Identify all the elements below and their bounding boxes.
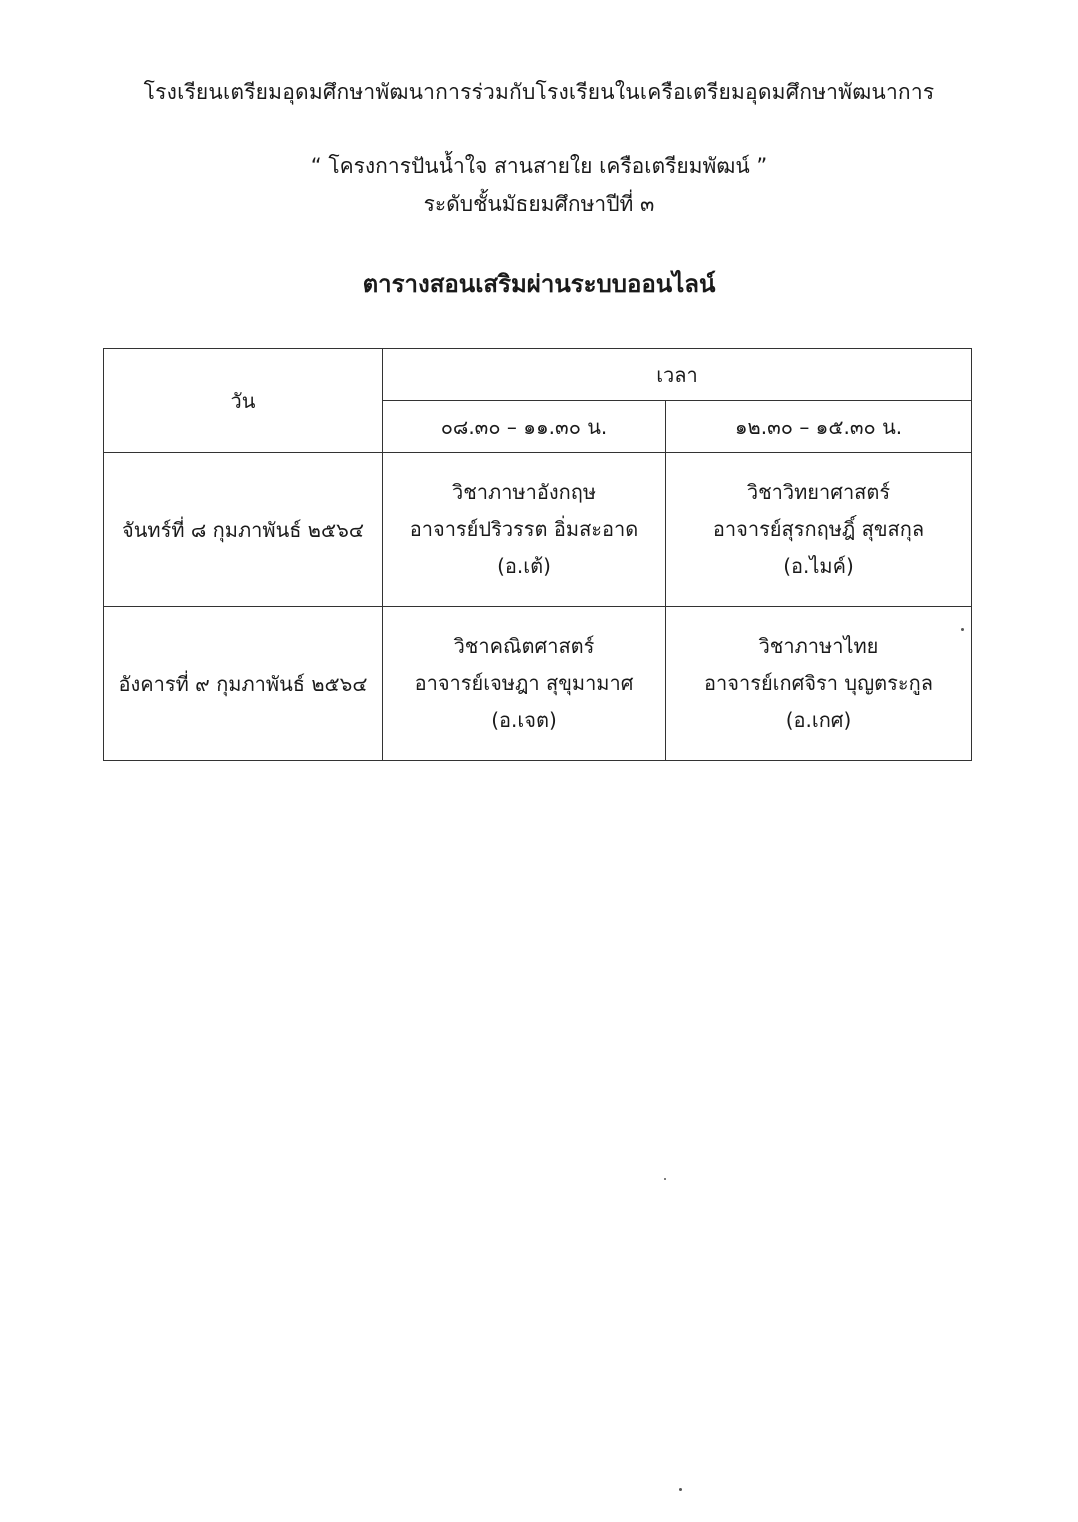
session-cell [383, 453, 666, 607]
day-column-header: วัน [104, 349, 383, 453]
subject-label: วิชาภาษาไทย [758, 634, 879, 658]
teacher-nickname: (อ.เกศ) [785, 708, 852, 732]
table-header-row [104, 349, 972, 401]
afternoon-slot-header: ๑๒.๓๐ – ๑๕.๓๐ น. [666, 401, 972, 453]
day-cell: จันทร์ที่ ๘ กุมภาพันธ์ ๒๕๖๔ [104, 453, 383, 607]
teacher-nickname: (อ.เต้) [497, 554, 551, 578]
scan-speck [679, 1488, 682, 1491]
grade-level-heading: ระดับชั้นมัธยมศึกษาปีที่ ๓ [423, 192, 655, 216]
subject-label: วิชาภาษาอังกฤษ [451, 480, 597, 504]
scan-speck [664, 1178, 666, 1180]
session-cell [666, 607, 972, 761]
day-cell: อังคารที่ ๙ กุมภาพันธ์ ๒๕๖๔ [104, 607, 383, 761]
scan-speck [961, 628, 964, 631]
schedule-table [103, 348, 972, 761]
session-cell [383, 607, 666, 761]
teacher-name: อาจารย์เจษฎา สุขุมามาศ [414, 671, 634, 695]
teacher-name: อาจารย์สุรกฤษฎิ์ สุขสกุล [712, 517, 925, 541]
time-column-header: เวลา [383, 349, 972, 401]
morning-slot-header: ๐๘.๓๐ – ๑๑.๓๐ น. [383, 401, 666, 453]
subject-label: วิชาคณิตศาสตร์ [453, 634, 595, 658]
schedule-title: ตารางสอนเสริมผ่านระบบออนไลน์ [362, 270, 716, 298]
organization-heading: โรงเรียนเตรียมอุดมศึกษาพัฒนาการร่วมกับโรงเรียนในเครือเตรียมอุดมศึกษาพัฒนาการ [143, 80, 935, 104]
table-row [104, 453, 972, 607]
subject-label: วิชาวิทยาศาสตร์ [746, 480, 891, 504]
teacher-nickname: (อ.เจต) [491, 708, 557, 732]
teacher-name: อาจารย์ปริวรรต อิ่มสะอาด [409, 517, 639, 541]
teacher-nickname: (อ.ไมค์) [783, 554, 854, 578]
project-heading: “ โครงการปันน้ำใจ สานสายใย เครือเตรียมพัฒน์ ” [310, 154, 768, 178]
session-cell [666, 453, 972, 607]
table-row [104, 607, 972, 761]
teacher-name: อาจารย์เกศจิรา บุญตระกูล [704, 671, 933, 695]
